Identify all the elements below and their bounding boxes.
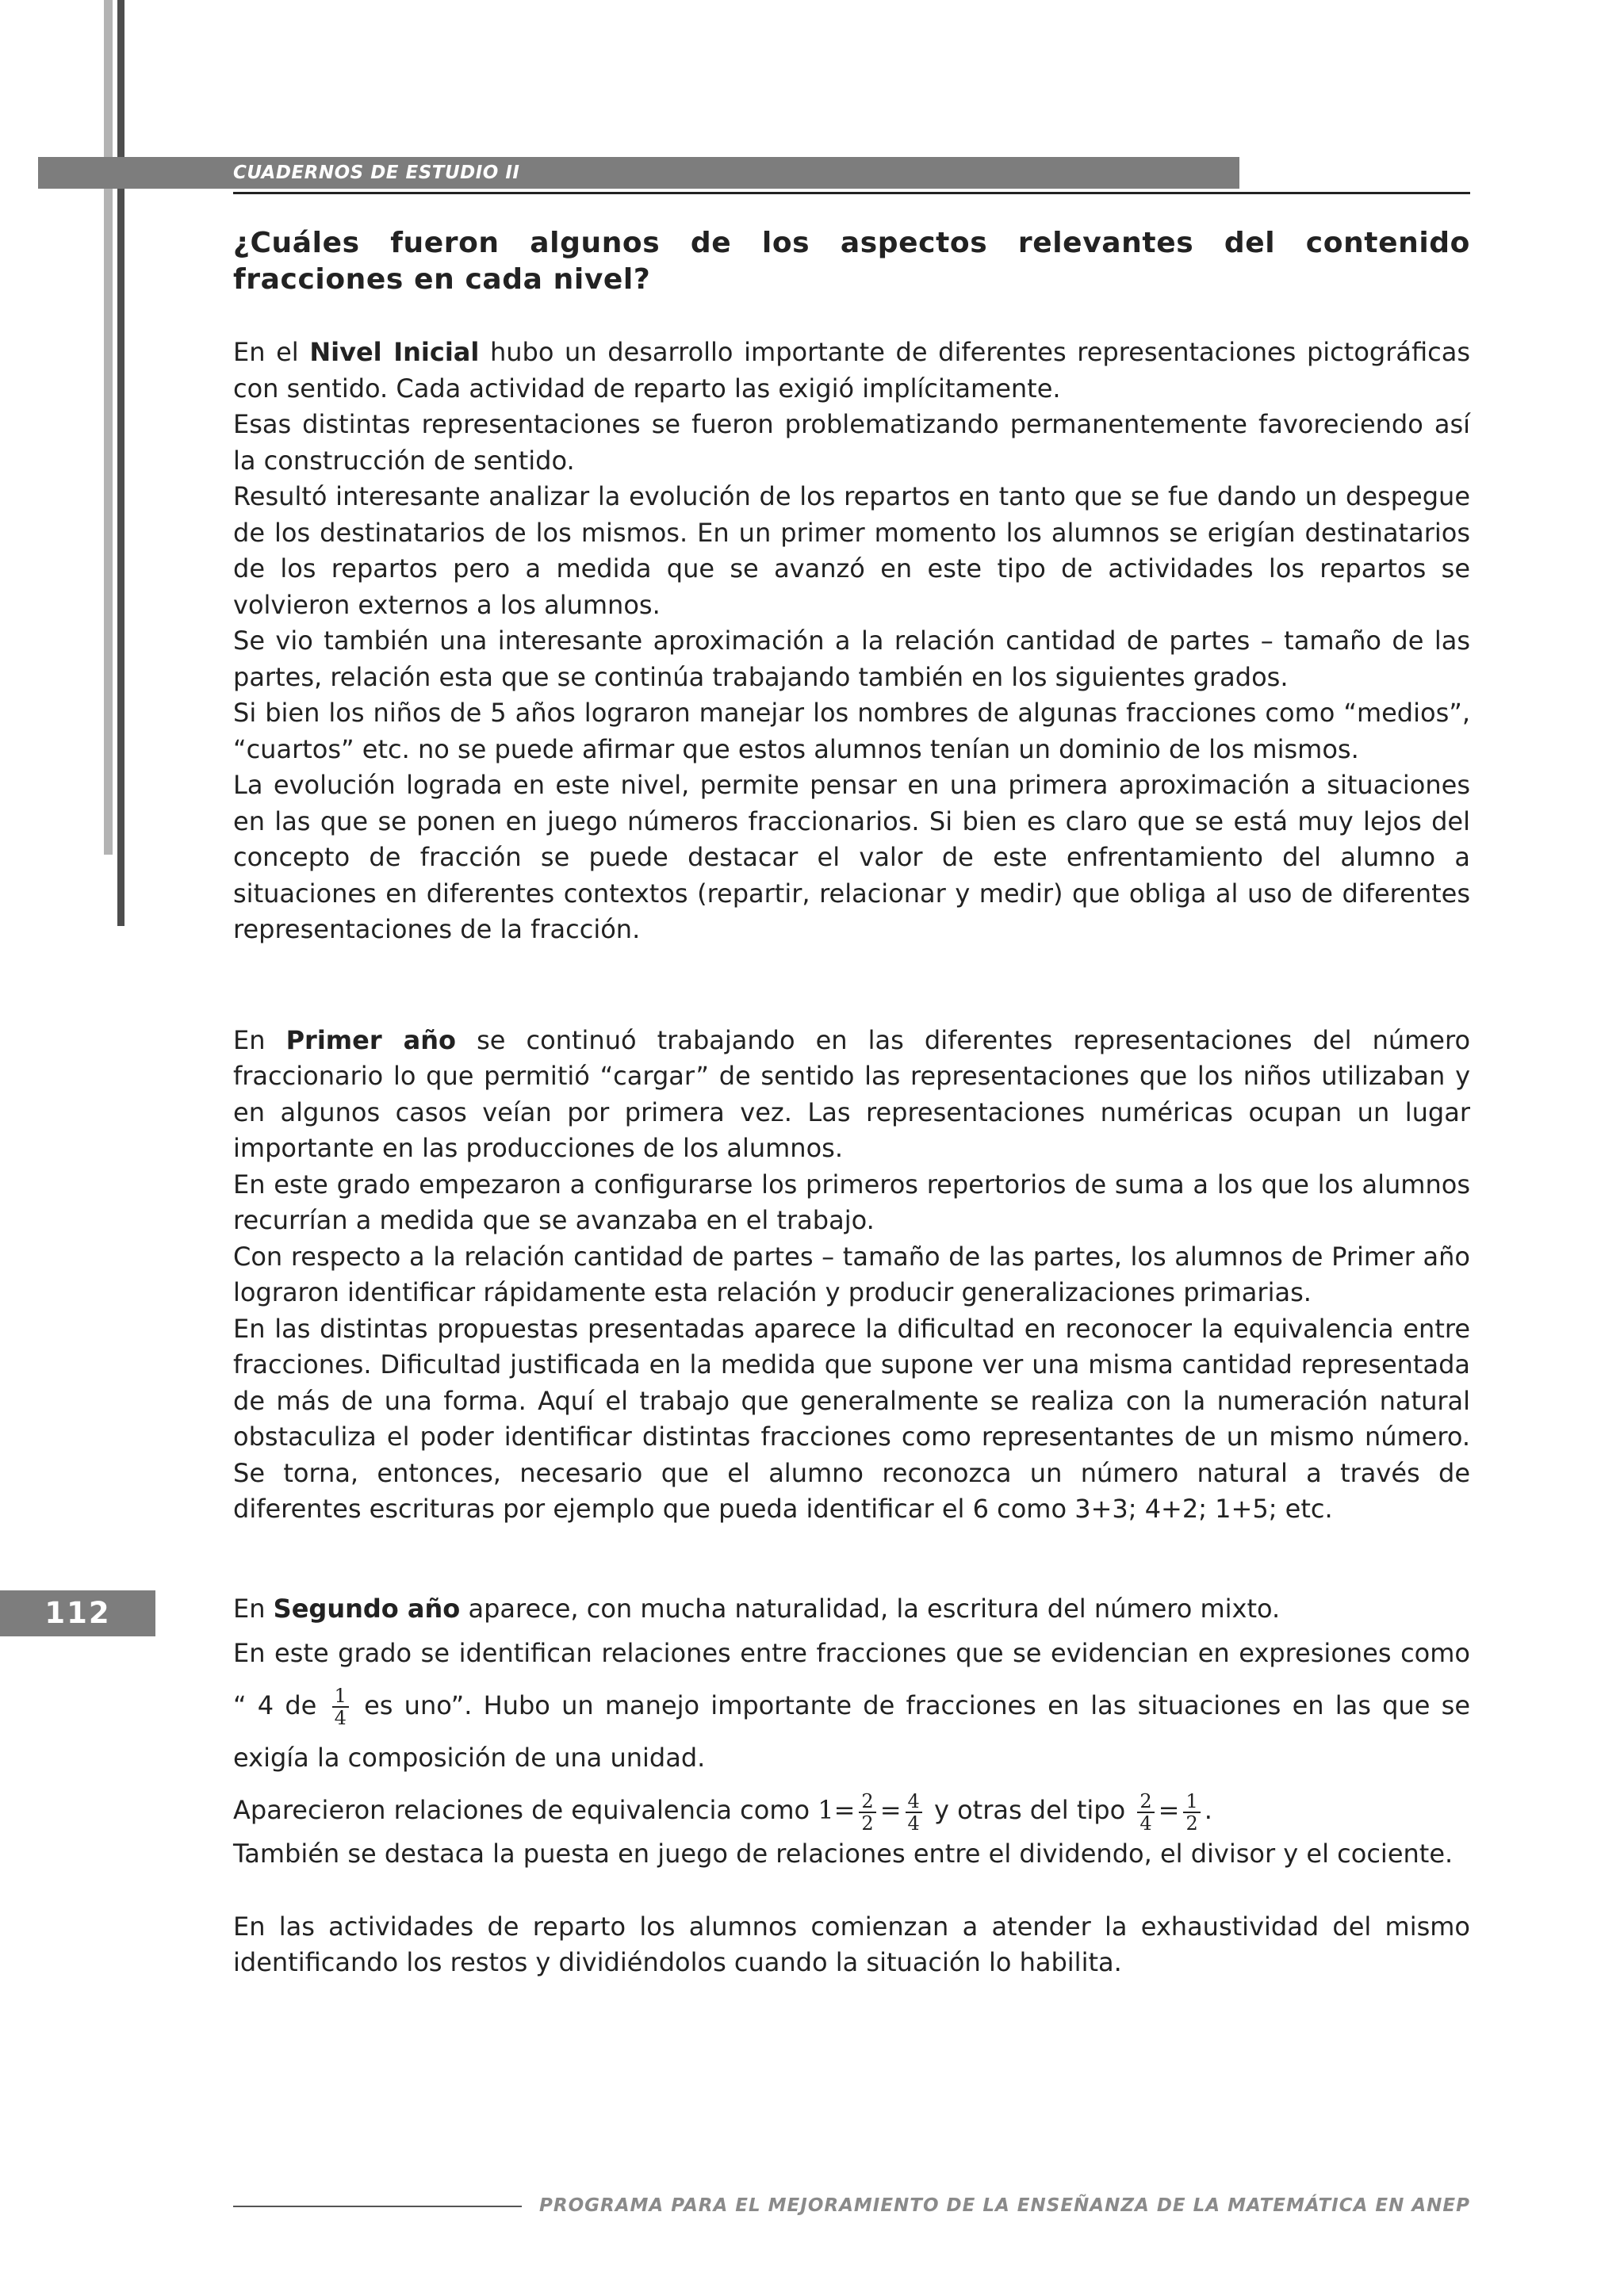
term-primer-anio: Primer año [285,1024,457,1055]
period: . [1204,1795,1212,1825]
nivel-inicial-p5: Si bien los niños de 5 años lograron manejar los nombres de algunas fracciones como “medios”, “cuartos” etc. no se puede afirmar que estos alumnos tenían un dominio de los mismos. [233,698,1470,764]
text-segment: En este grado se identifican relaciones entre fracciones que se evidencian en expresiones como “ 4 de [233,1638,1470,1720]
segundo-anio-p2 [233,1627,1470,1784]
fraction-numerator: 2 [859,1791,875,1813]
nivel-inicial-p1 [233,335,1470,407]
main-content [233,225,1470,1981]
segundo-anio-p3 [233,1784,1470,1836]
fraction-numerator: 1 [1183,1791,1200,1813]
segundo-anio-p4: También se destaca la puesta en juego de relaciones entre el dividendo, el divisor y el cociente. [233,1839,1454,1869]
fraction-numerator: 4 [906,1791,922,1813]
equation-two [1133,1789,1204,1835]
nivel-inicial-p2: Esas distintas representaciones se fueron problematizando permanentemente favoreciendo así la construcción de sentido. [233,409,1470,476]
intro-text: En [233,1024,266,1055]
intro-text: En el [233,337,299,367]
fraction-denominator: 4 [334,1707,347,1729]
section-heading: ¿Cuáles fueron algunos de los aspectos relevantes del contenido fracciones en cada nivel? [233,227,1470,296]
fraction-two-halves [859,1791,875,1834]
fraction-denominator: 4 [1139,1812,1152,1835]
header-band [38,157,1239,189]
fraction-denominator: 2 [1185,1812,1198,1835]
intro-text: se continuó trabajando en las diferentes representaciones del número fraccionario lo que permitió “cargar” de sentido las representaciones que los niños utilizaban y en algunos casos veían por primera vez. Las representaciones numéricas ocupan un lugar importante en las producciones de los alumnos. [233,1024,1471,1163]
nivel-inicial-p3: Resultó interesante analizar la evolución de los repartos en tanto que se fue dando un despegue de los destinatarios de los mismos. En un primer momento los alumnos se erigían destinatarios de los repartos pero a medida que se avanzó en este tipo de actividades los repartos se volvieron externos a los alumnos. [233,481,1470,620]
equation-one [818,1789,926,1835]
running-title: CUADERNOS DE ESTUDIO II [233,163,520,183]
term-nivel-inicial: Nivel Inicial [309,337,480,367]
fraction-two-quarters [1137,1791,1154,1834]
primer-anio-p1 [233,1023,1470,1167]
segundo-anio-p5: En las actividades de reparto los alumnos comienzan a atender la exhaustividad del mismo identificando los restos y dividiéndolos cuando la situación lo habilita. [233,1911,1470,1977]
fraction-denominator: 2 [861,1812,874,1835]
primer-anio-p4: En las distintas propuestas presentadas aparece la dificultad en reconocer la equivalencia entre fracciones. Dificultad justificada en la medida que supone ver una misma cantidad representada de más de una forma. Aquí el trabajo que generalmente se realiza con la numeración natural obstaculiza el poder identificar distintas fracciones como representantes de un mismo número. Se torna, entonces, necesario que el alumno reconozca un número natural a través de diferentes escrituras por ejemplo que pueda identificar el 6 como 3+3; 4+2; 1+5; etc. [233,1313,1470,1524]
header-rule [233,192,1470,194]
intro-text: hubo un desarrollo importante de diferentes representaciones pictográficas con sentido. Cada actividad de reparto las exigió implícitamente. [233,337,1471,404]
intro-text: En [233,1593,266,1624]
nivel-inicial-p6: La evolución lograda en este nivel, permite pensar en una primera aproximación a situaciones en las que se ponen en juego números fraccionarios. Si bien es claro que se está muy lejos del concepto de fracción se puede destacar el valor de este enfrentamiento del alumno a situaciones en diferentes contextos (repartir, relacionar y medir) que obliga al uso de diferentes representaciones de la fracción. [233,770,1470,944]
footer-program-title: PROGRAMA PARA EL MEJORAMIENTO DE LA ENSEÑANZA DE LA MATEMÁTICA EN ANEP [539,2195,1470,2216]
fraction-one-quarter [332,1686,349,1728]
margin-bar-dark [117,0,124,926]
text-segment: y otras del tipo [933,1795,1126,1825]
footer-rule [233,2206,522,2207]
primer-anio-p3: Con respecto a la relación cantidad de partes – tamaño de las partes, los alumnos de Primer año lograron identificar rápidamente esta relación y producir generalizaciones primarias. [233,1241,1470,1307]
margin-bar-light [104,0,113,855]
text-segment: Aparecieron relaciones de equivalencia como [233,1795,810,1825]
segundo-anio-p1 [233,1591,1470,1628]
equals-sign: = [1158,1795,1180,1825]
intro-text: aparece, con mucha naturalidad, la escritura del número mixto. [460,1593,1281,1624]
nivel-inicial-p4: Se vio también una interesante aproximación a la relación cantidad de partes – tamaño de las partes, relación esta que se continúa trabajando también en los siguientes grados. [233,626,1470,692]
fraction-denominator: 4 [907,1812,920,1835]
fraction-four-quarters [906,1791,922,1834]
fraction-numerator: 1 [332,1686,349,1708]
primer-anio-p2: En este grado empezaron a configurarse los primeros repertorios de suma a los que los alumnos recurrían a medida que se avanzaba en el trabajo. [233,1169,1470,1235]
equals-sign: = [833,1795,856,1825]
fraction-one-half [1183,1791,1200,1834]
page-number: 112 [44,1596,111,1630]
text-segment: es uno”. Hubo un manejo importante de fracciones en las situaciones en las que se exigía la composición de una unidad. [233,1690,1471,1773]
fraction-numerator: 2 [1137,1791,1154,1813]
term-segundo-anio: Segundo año [273,1593,461,1624]
equals-sign: = [879,1795,902,1825]
math-value: 1 [818,1795,834,1825]
